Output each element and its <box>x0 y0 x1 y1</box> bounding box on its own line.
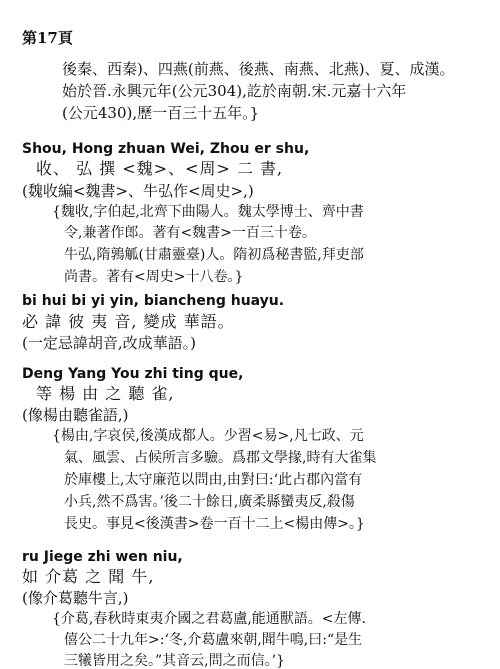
annotation-line: 令,兼著作郎。著有<魏書>一百三十卷。 <box>64 225 316 241</box>
annotation-line: {介葛,春秋時東夷介國之君葛盧,能通獸語。<左傳. <box>52 611 366 627</box>
page-number: 第17頁 <box>22 29 73 47</box>
annotation-line: 氣、風雲、占候所言多驗。爲郡文學掾,時有大雀集 <box>64 450 377 466</box>
annotation-line: {魏收,字伯起,北齊下曲陽人。魏太學博士、齊中書 <box>52 204 364 220</box>
pinyin-line: bi hui bi yi yin, biancheng huayu. <box>22 293 285 309</box>
gloss-line: (魏收編<魏書>、牛弘作<周史>,) <box>22 182 254 200</box>
annotation-line: 尚書。著有<周史>十八卷。} <box>64 269 244 285</box>
pinyin-line: Deng Yang You zhi ting que, <box>22 366 244 382</box>
intro-line: 始於晉.永興元年(公元304),訖於南朝.宋.元嘉十六年 <box>62 82 407 100</box>
chinese-verse-line: 如 介葛 之 聞 牛, <box>22 567 155 586</box>
annotation-line: 三犧皆用之矣。”其音云,問之而信。’} <box>64 653 285 669</box>
pinyin-line: ru Jiege zhi wen niu, <box>22 549 183 565</box>
annotation-line: 於庫樓上,太守廉范以問由,由對曰:‘此占郡內當有 <box>64 472 363 488</box>
annotation-line: 小兵,然不爲害。’後二十餘日,廣柔縣蠻夷反,殺傷 <box>64 494 355 510</box>
annotation-line: 牛弘,隋鶉觚(甘肅靈臺)人。隋初爲秘書監,拜吏部 <box>64 247 364 263</box>
annotation-line: 長史。事見<後漢書>卷一百十二上<楊由傳>。} <box>64 516 365 532</box>
gloss-line: (一定忌諱胡音,改成華語。) <box>22 334 196 352</box>
annotation-line: {楊由,字哀侯,後漢成都人。少習<易>,凡七政、元 <box>52 428 364 444</box>
chinese-verse-line: 收、 弘 撰 <魏>、<周> 二 書, <box>36 159 284 178</box>
annotation-line: 僖公二十九年>:‘冬,介葛盧來朝,聞牛鳴,曰:“是生 <box>64 632 363 648</box>
gloss-line: (像介葛聽牛言,) <box>22 589 129 607</box>
chinese-verse-line: 必 諱 彼 夷 音, 變成 華語。 <box>22 312 235 331</box>
gloss-line: (像楊由聽雀語,) <box>22 406 129 424</box>
pinyin-line: Shou, Hong zhuan Wei, Zhou er shu, <box>22 141 310 157</box>
intro-line: (公元430),歷一百三十五年。} <box>62 104 260 122</box>
intro-line: 後秦、西秦)、四燕(前燕、後燕、南燕、北燕)、夏、成漢。 <box>62 60 455 78</box>
chinese-verse-line: 等 楊 由 之 聽 雀, <box>36 384 175 403</box>
